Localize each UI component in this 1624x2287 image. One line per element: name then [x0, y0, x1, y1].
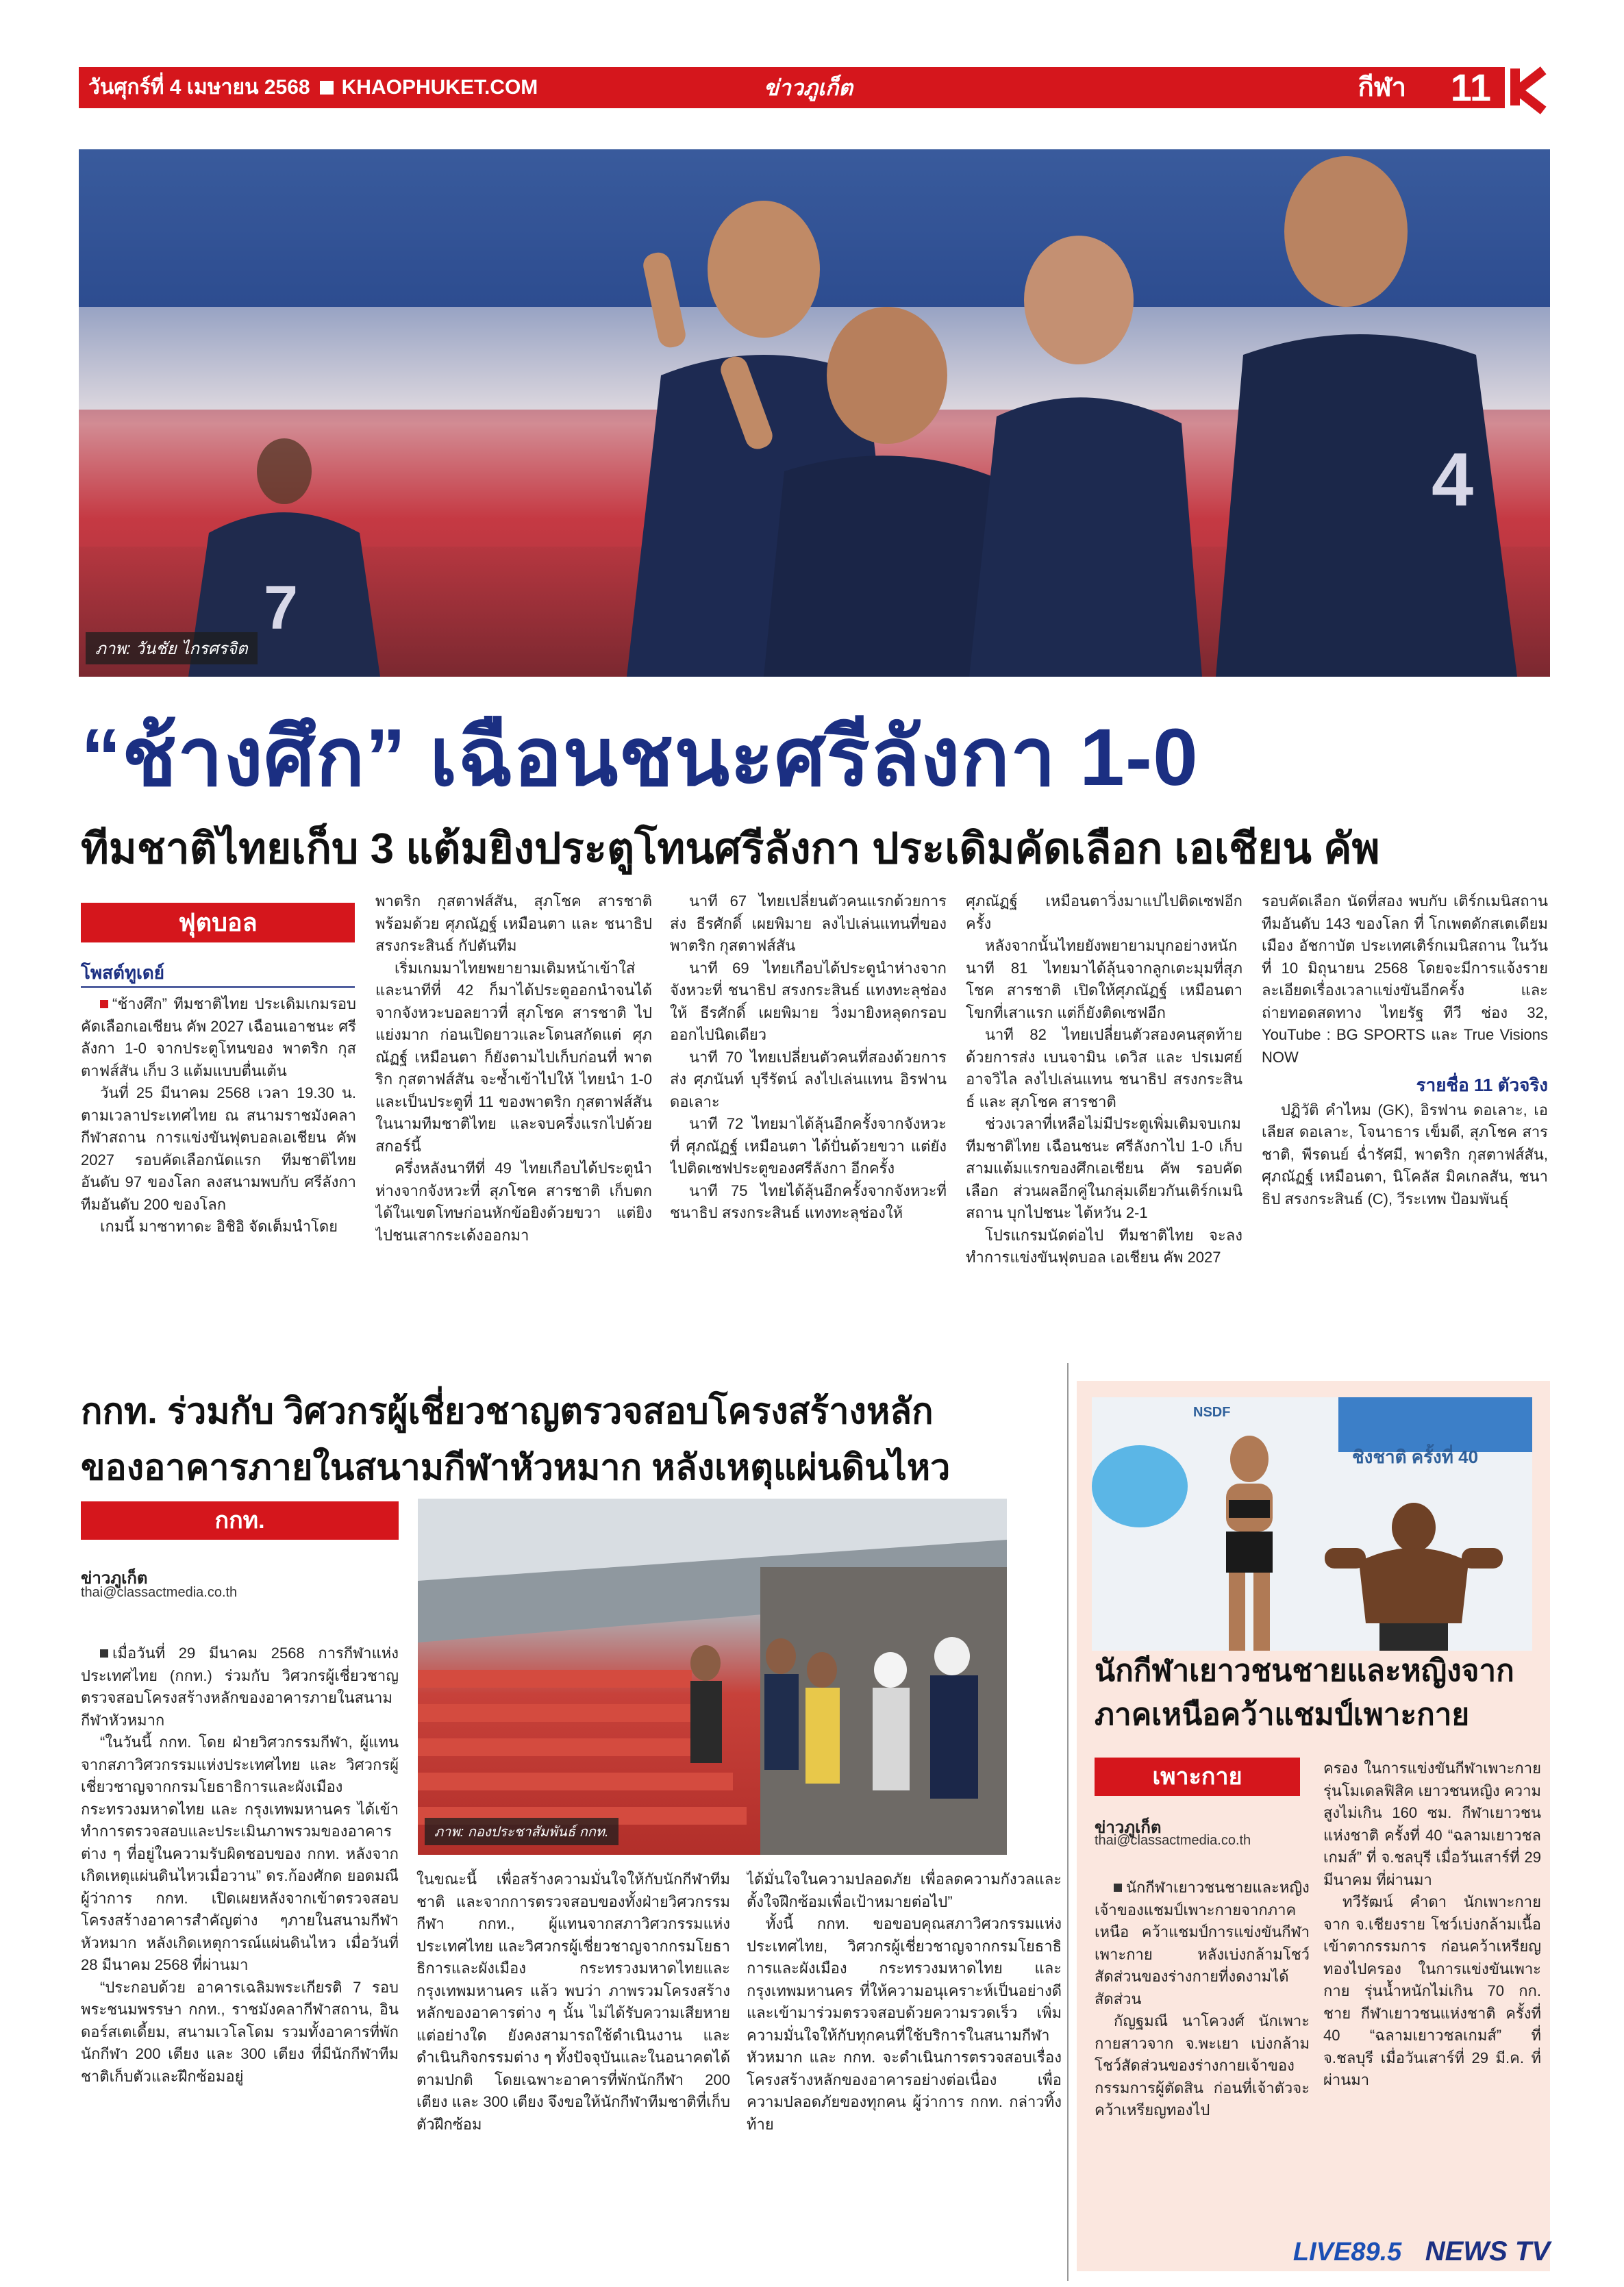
article1-column-1: “ช้างศึก” ทีมชาติไทย ประเดิมเกมรอบคัดเลือกเอเชียน คัพ 2027 เฉือนเอาชนะ ศรีลังกา 1-0 จากประตูโทนของ พาตริก กุสตาฟส์สัน เก็บ 3 แต้มแบบตื่นเต้น วันที่ 25 มีนาคม 2568 เวลา 19.30 น. ตามเวลาประเทศไทย ณ สนามราชมังคลากีฬาสถาน การแข่งขันฟุตบอลเอเชียน คัพ 2027 รอบคัดเลือกนัดแรก ทีมชาติไทย อันดับ 97 ของโลก ลงสนามพบกับ ศรีลังกา ทีมอันดับ 200 ของโลก เกมนี้ มาซาทาดะ อิชิอิ จัดเต็มนำโดย: [81, 995, 356, 1235]
banner-event: ชิงชาติ ครั้งที่ 40: [1352, 1447, 1479, 1467]
bullet-icon: [100, 1649, 108, 1658]
svg-text:4: 4: [1432, 438, 1474, 522]
author-byline: ข่าวภูเก็ต: [81, 1569, 148, 1588]
section-tag-football: ฟุตบอล: [81, 903, 355, 942]
author-byline: โพสต์ทูเดย์: [81, 962, 165, 983]
footer-logos: [1293, 2236, 1550, 2267]
site-url[interactable]: KHAOPHUKET.COM: [341, 76, 538, 99]
corner-logo-icon: [1505, 67, 1550, 108]
hero-photo: [79, 149, 1550, 677]
article2-column-3: ได้มั่นใจในความปลอดภัย เพื่อลดความกังวลและตั้งใจฝึกซ้อมเพื่อเป้าหมายต่อไป” ทั้งนี้ กกท. ขอขอบคุณสภาวิศวกรรมแห่งประเทศไทย, วิศวกรผู้เชี่ยวชาญจากกรมโยธาธิการและผังเมือง กระทรวงมหาดไทย และกรุงเทพมหานคร ที่ให้ความอนุเคราะห์เป็นอย่างดี และเข้ามาร่วมตรวจสอบด้วยความรวดเร็ว เพิ่มความมั่นใจให้กับทุกคนที่ใช้บริการในสนามกีฬาหัวหมาก และ กกท. จะดำเนินการตรวจสอบเรื่องโครงสร้างหลักของอาคารอย่างต่อเนื่อง เพื่อความปลอดภัยของทุกคน ผู้ว่าการ กกท. กล่าวทิ้งท้าย: [747, 1871, 1062, 2133]
column-divider: [1067, 1363, 1069, 2281]
article1-column-3: นาที 67 ไทยเปลี่ยนตัวคนแรกด้วยการส่ง ธีรศักดิ์ เผยพิมาย ลงไปเล่นแทนที่ของ พาตริก กุสตาฟส์สัน นาที 69 ไทยเกือบได้ประตูนำห่างจากจังหวะที่ ชนาธิป สรงกระสินธ์ แทงทะลุช่องให้ ธีรศักดิ์ เผยพิมาย วิ่งมายิงหลุดกรอบออกไปนิดเดียว นาที 70 ไทยเปลี่ยนตัวคนที่สองด้วยการส่ง ศุภนันท์ บุรีรัตน์ ลงไปเล่นแทน อิรฟาน ดอเลาะ นาที 72 ไทยมาได้ลุ้นอีกครั้งจากจังหวะที่ ศุภณัฏฐ์ เหมือนตา ได้ปั่นด้วยขวา แต่ยังไปติดเซฟประตูของศรีลังกา อีกครั้ง นาที 75 ไทยได้ลุ้นอีกครั้งจากจังหวะที่ ชนาธิป สรงกระสินธ์ แทงทะลุช่องให้: [670, 892, 947, 1221]
live895-logo: LIVE89.5: [1292, 2238, 1402, 2266]
page-number: 11: [1450, 66, 1491, 109]
author-email[interactable]: thai@classactmedia.co.th: [1095, 1833, 1251, 1848]
square-bullet-icon: [320, 81, 334, 95]
newstv-logo: NEWS TV: [1425, 2236, 1550, 2266]
author-byline: ข่าวภูเก็ต: [1095, 1819, 1162, 1837]
article1-column-5: รอบคัดเลือก นัดที่สอง พบกับ เติร์กเมนิสถาน ทีมอันดับ 143 ของโลก ที่ โกเพตดักสเตเดียม เมือง อัชกาบัต ประเทศเติร์กเมนิสถาน ในวันที่ 10 มิถุนายน 2568 โดยจะมีการแจ้งรายละเอียดเรื่องเวลาแข่งขันอีกครั้ง และ ถ่ายทอดสดทาง ไทยรัฐ ทีวี ช่อง 32, YouTube : BG SPORTS และ True Visions NOW รายชื่อ 11 ตัวจริง ปฏิวัติ คำไหม (GK), อิรฟาน ดอเลาะ, เอเลียส ดอเลาะ, โจนาธาร เข็มดี, สุภโชค สารชาติ, พีรดนย์ ฉ่ำรัศมี, พาตริก กุสตาฟส์สัน, ศุภณัฏฐ์ เหมือนตา, นิโคลัส มิคเกลสัน, ชนาธิป สรงกระสินธ์ (C), วีระเทพ ป้อมพันธุ์: [1262, 890, 1548, 1342]
roster-title: รายชื่อ 11 ตัวจริง: [1416, 1075, 1548, 1095]
article2-headline-line2: ของอาคารภายในสนามกีฬาหัวหมาก หลังเหตุแผ่นดินไหว: [81, 1448, 951, 1488]
article2-column-1: เมื่อวันที่ 29 มีนาคม 2568 การกีฬาแห่งประเทศไทย (กกท.) ร่วมกับ วิศวกรผู้เชี่ยวชาญตรวจสอบโครงสร้างหลักของอาคารภายในสนามกีฬาหัวหมาก “ในวันนี้ กกท. โดย ฝ่ายวิศวกรรมกีฬา, ผู้แทนจากสภาวิศวกรรมแห่งประเทศไทย และ วิศวกรผู้เชี่ยวชาญจากกรมโยธาธิการและผังเมือง กระทรวงมหาดไทย และ กรุงเทพมหานคร ได้เข้าทำการตรวจสอบและประเมินภาพรวมของอาคารต่าง ๆ ที่อยู่ในความรับผิดชอบของ กกท. หลังจากเกิดเหตุแผ่นดินไหวเมื่อวาน” ดร.ก้องศักด ยอดมณี ผู้ว่าการ กกท. เปิดเผยหลังจากเข้าตรวจสอบโครงสร้างอาคารสำคัญต่าง ๆภายในสนามกีฬาหัวหมาก หลังเกิดเหตุการณ์แผ่นดินไหว เมื่อวันที่ 28 มีนาคม 2568 ที่ผ่านมา “ประกอบด้วย อาคารเฉลิมพระเกียรติ 7 รอบพระชนมพรรษา กกท., ราชมังคลากีฬาสถาน, อินดอร์สเตเดี้ยม, สนามเวโลโดม รวมทั้งอาคารที่พักนักกีฬา 200 เตียง และ 300 เตียง ที่มีนักกีฬาทีมชาติเก็บตัวและฝึกซ้อมอยู่: [81, 1645, 399, 2085]
photo-credit: ภาพ: กองประชาสัมพันธ์ กกท.: [425, 1818, 619, 1845]
masthead-bar: [79, 67, 1550, 108]
section-tag-sat: กกท.: [81, 1501, 399, 1540]
bodybuilding-photo: [1092, 1397, 1532, 1651]
sidebar-headline: นักกีฬาเยาวชนชายและหญิงจากภาคเหนือคว้าแชมป์เพาะกาย: [1095, 1654, 1514, 1732]
article3-column-2: ครอง ในการแข่งขันกีฬาเพาะกาย รุ่นโมเดลฟิสิค เยาวชนหญิง ความสูงไม่เกิน 160 ซม. กีฬาเยาวชนแห่งชาติ ครั้งที่ 40 “ฉลามเยาวชลเกมส์” ที่ จ.ชลบุรี เมื่อวันเสาร์ที่ 29 มีนาคม ที่ผ่านมา ทวีรัฒน์ คำดา นักเพาะกายจาก จ.เชียงราย โชว์เบ่งกล้ามเนื้อเข้าตากรรมการ ก่อนคว้าเหรียญทองไปครอง ในการแข่งขันเพาะกาย รุ่นน้ำหนักไม่เกิน 70 กก. ชาย กีฬาเยาวชนแห่งชาติ ครั้งที่ 40 “ฉลามเยาวชลเกมส์” ที่ จ.ชลบุรี เมื่อวันเสาร์ที่ 29 มี.ค. ที่ผ่านมา: [1323, 1760, 1541, 2088]
article2-headline-line1: กกท. ร่วมกับ วิศวกรผู้เชี่ยวชาญตรวจสอบโครงสร้างหลัก: [81, 1392, 934, 1432]
svg-text:7: 7: [264, 574, 299, 642]
bullet-icon: [100, 1000, 108, 1008]
article-subheadline: ทีมชาติไทยเก็บ 3 แต้มยิงประตูโทนศรีลังกา ประเดิมคัดเลือก เอเชียน คัพ: [81, 825, 1380, 873]
stadium-inspection-photo: [418, 1499, 1007, 1855]
photo-credit: ภาพ: วันชัย ไกรศรจิต: [86, 632, 258, 664]
article1-column-4: ศุภณัฏฐ์ เหมือนตาวิ่งมาแปไปติดเซฟอีกครั้ง หลังจากนั้นไทยยังพยายามบุกอย่างหนัก นาที 81 ไทยมาได้ลุ้นจากลูกเตะมุมที่สุภโชค สารชาติ เปิดให้ศุภณัฏฐ์ เหมือนตา โขกที่เสาแรก แต่ก็ยังติดเซฟอีก นาที 82 ไทยเปลี่ยนตัวสองคนสุดท้ายด้วยการส่ง เบนจามิน เดวิส และ ปรเมศย์ อาจวิไล ลงไปเล่นแทน ชนาธิป สรงกระสินธ์ และ สุภโชค สารชาติ ช่วงเวลาที่เหลือไม่มีประตูเพิ่มเติมจบเกม ทีมชาติไทย เฉือนชนะ ศรีลังกาไป 1-0 เก็บสามแต้มแรกของศึกเอเชียน คัพ รอบคัดเลือก ส่วนผลอีกคู่ในกลุ่มเดียวกันเติร์กเมนิสถาน บุกไปชนะ ไต้หวัน 2-1 โปรแกรมนัดต่อไป ทีมชาติไทย จะลงทำการแข่งขันฟุตบอล เอเชียน คัพ 2027: [966, 892, 1242, 1266]
article-headline: “ช้างศึก” เฉือนชนะศรีลังกา 1-0: [81, 712, 1199, 803]
issue-date: วันศุกร์ที่ 4 เมษายน 2568: [88, 76, 310, 99]
players-illustration: [79, 149, 1550, 677]
article3-column-1: นักกีฬาเยาวชนชายและหญิงเจ้าของแชมป์เพาะกายจากภาคเหนือ คว้าแชมป์การแข่งขันกีฬาเพาะกาย หลังเบ่งกล้ามโชว์สัดส่วนของร่างกายที่งดงามได้สัดส่วน กัญฐมณี นาโควงศ์ นักเพาะกายสาวจาก จ.พะเยา เบ่งกล้ามโชว์สัดส่วนของร่างกายเจ้าของกรรมการผู้ตัดสิน ก่อนที่เจ้าตัวจะคว้าเหรียญทองไป: [1095, 1879, 1310, 2119]
bullet-icon: [1114, 1884, 1122, 1892]
section-tag-bodybuilding: เพาะกาย: [1095, 1758, 1300, 1796]
banner-text: NSDF: [1193, 1405, 1231, 1420]
author-email[interactable]: thai@classactmedia.co.th: [81, 1585, 238, 1600]
article2-column-2: ในขณะนี้ เพื่อสร้างความมั่นใจให้กับนักกีฬาทีมชาติ และจากการตรวจสอบของทั้งฝ่ายวิศวกรรมกีฬา กกท., ผู้แทนจากสภาวิศวกรรมแห่งประเทศไทย และวิศวกรผู้เชี่ยวชาญจากกรมโยธาธิการและผังเมือง กระทรวงมหาดไทยและกรุงเทพมหานคร แล้ว พบว่า ภาพรวมโครงสร้างหลักของอาคารต่าง ๆ นั้น ไม่ได้รับความเสียหายแต่อย่างใด ยังคงสามารถใช้ดำเนินงาน และดำเนินกิจกรรมต่าง ๆ ทั้งปัจจุบันและในอนาคตได้ตามปกติ โดยเฉพาะอาคารที่พักนักกีฬา 200 เตียง และ 300 เตียง จึงขอให้นักกีฬาทีมชาติที่เก็บตัวฝึกซ้อม: [416, 1871, 730, 2133]
byline-divider: [81, 986, 355, 988]
newspaper-logo: ข่าวภูเก็ต: [764, 75, 853, 100]
section-name: กีฬา: [1358, 73, 1406, 102]
roster-list: ปฏิวัติ คำไหม (GK), อิรฟาน ดอเลาะ, เอเลียส ดอเลาะ, โจนาธาร เข็มดี, สุภโชค สารชาติ, พีรดนย์ ฉ่ำรัศมี, พาตริก กุสตาฟส์สัน, ศุภณัฏฐ์ เหมือนตา, นิโคลัส มิคเกลสัน, ชนาธิป สรงกระสินธ์ (C), วีระเทพ ป้อมพันธุ์: [1262, 1101, 1548, 1208]
article1-column-2: พาตริก กุสตาฟส์สัน, สุภโชค สารชาติ พร้อมด้วย ศุภณัฏฐ์ เหมือนตา และ ชนาธิป สรงกระสินธ์ กัปตันทีม เริ่มเกมมาไทยพยายามเติมหน้าเข้าใส่ และนาทีที่ 42 ก็มาได้ประตูออกนำจนได้ จากจังหวะบอลยาวที่ สุภโชค สารชาติ ไปแย่งมาก ก่อนเปิดยาวและโดนสกัดแต่ ศุภณัฏฐ์ เหมือนตา ก็ยังตามไปเก็บก่อนที่ พาตริก กุสตาฟส์สัน จะซ้ำเข้าไปให้ ไทยนำ 1-0 และเป็นประตูที่ 11 ของพาตริก กุสตาฟส์สัน ในนามทีมชาติไทย และจบครึ่งแรกไปด้วยสกอร์นี้ ครึ่งหลังนาทีที่ 49 ไทยเกือบได้ประตูนำห่างจากจังหวะที่ สุภโชค สารชาติ เก็บตกได้ในเขตโทษก่อนหักข้อยิงด้วยขวา แต่ยิงไปชนเสากระเด้งออกมา: [375, 892, 652, 1244]
masthead-date-site: [88, 67, 538, 108]
